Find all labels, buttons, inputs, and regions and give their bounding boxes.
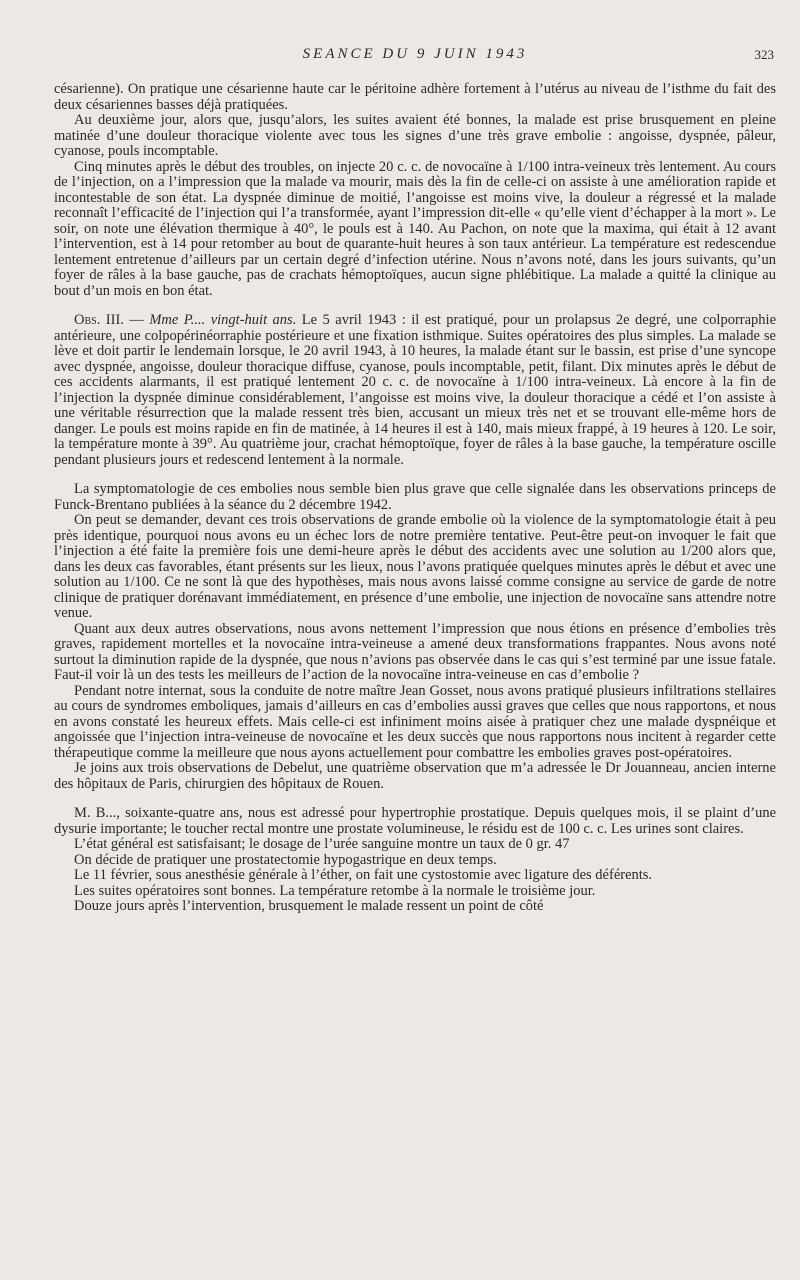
paragraph: L’état général est satisfaisant; le dosage de l’urée sanguine montre un taux de 0 gr. 47 — [74, 836, 570, 852]
paragraph: Quant aux deux autres observations, nous avons nettement l’impression que nous étions en présence d’embolies très graves, rapidement mortelles et la novocaïne intra-veineuse a amené deux transformations frappantes. Nous avons noté surtout la diminution rapide de la dyspnée, que nous n’avions pas observée dans le cas qui s’est terminé par une issue fatale. Faut-il voir là un des tests les meilleurs de l’action de la novocaïne intra-veineuse en cas d’embolie ? — [54, 620, 776, 683]
paragraph: Douze jours après l’intervention, brusquement le malade ressent un point de côté — [74, 898, 544, 914]
paragraph: Cinq minutes après le début des troubles, on injecte 20 c. c. de novocaïne à 1/100 intra-veineux très lentement. Au cours de l’injection, on a l’impression que la malade va mourir, mais dès la fin de celle-ci on assiste à une amélioration rapide et incontestable de son état. La dyspnée diminue de moitié, l’angoisse est moins vive, la douleur a régressé et la malade reconnaît l’efficacité de l’injection qui l’a transformée, ayant l’impression dit-elle « qu’elle vient d’échapper à la mort ». Le soir, on note une élévation thermique à 40°, le pouls est à 140. Au Pachon, on note que la maxima, qui était à 12 avant l’intervention, est à 14 pour retomber au bout de quarante-huit heures à son taux antérieur. La température est redescendue lentement entretenue d’ailleurs par un certain degré d’infection utérine. Nous n’avons noté, dans les jours suivants, qu’un foyer de râles à la base gauche, pas de crachats hémoptoïques, aucun signe phlébitique. La malade a quitté la clinique au bout d’un mois en bon état. — [54, 158, 776, 299]
paragraph: On peut se demander, devant ces trois observations de grande embolie où la violence de la symptomatologie était à peu près identique, pourquoi nous avons eu un échec lors de notre première tentative. Peut-être peut-on invoquer le fait que l’injection a été faite la première fois une demi-heure après le début des accidents avec une solution au 1/200 alors que, dans les deux cas favorables, étant présents sur les lieux, nous l’avons pratiquée quelques minutes après le début et avec une solution au 1/100. Ce ne sont là que des hypothèses, mais nous avons laissé comme consigne au service de garde de notre clinique de pratiquer dorénavant immédiatement, en présence d’une embolie, une injection de novocaïne sans attendre notre venue. — [54, 512, 776, 621]
paragraph: Le 11 février, sous anesthésie générale à l’éther, on fait une cystostomie avec ligature des déférents. — [74, 867, 653, 883]
running-title: SEANCE DU 9 JUIN 1943 — [302, 46, 528, 62]
patient-name: Mme P.... vingt-huit ans. — [149, 312, 297, 328]
page-number: 323 — [754, 47, 774, 62]
paragraph: La symptomatologie de ces embolies nous semble bien plus grave que celle signalée dans les observations princeps de Funck-Brentano publiées à la séance du 2 décembre 1942. — [54, 481, 776, 513]
paragraph: Pendant notre internat, sous la conduite de notre maître Jean Gosset, nous avons pratiqué plusieurs infiltrations stellaires au cours de syndromes emboliques, jamais d’ailleurs en cas d’embolies aussi graves que celles que nous rapportons, et nous en avons constaté les heureux effets. Mais celle-ci est infiniment moins aisée à pratiquer chez une malade dyspnéique et angoissée que l’injection intra-veineuse de novocaïne et les deux succès que nous rapportons nous incitent à regarder cette thérapeutique comme la meilleure que nous ayons actuellement pour combattre les embolies graves post-opératoires. — [54, 682, 776, 761]
section-observation-four — [54, 806, 776, 915]
observation-paragraph — [54, 313, 776, 468]
section-observation-three — [54, 313, 776, 468]
paragraph: M. B..., soixante-quatre ans, nous est adressé pour hypertrophie prostatique. Depuis quelques mois, il se plaint d’une dysurie importante; le toucher rectal montre une prostate volumineuse, le résidu est de 100 c. c. Les urines sont claires. — [54, 805, 776, 837]
paragraph: On décide de pratiquer une prostatectomie hypogastrique en deux temps. — [74, 851, 497, 868]
section-observation-two-end — [54, 82, 776, 299]
paragraph: Je joins aux trois observations de Debelut, une quatrième observation que m’a adressée le Dr Jouanneau, ancien interne des hôpitaux de Paris, chirurgien des hôpitaux de Rouen. — [54, 760, 776, 792]
observation-label: Obs. III. — — [74, 312, 144, 328]
running-header — [54, 46, 776, 68]
paragraph: césarienne). On pratique une césarienne haute car le péritoine adhère fortement à l’utérus au niveau de l’isthme du fait des deux césariennes basses déjà pratiquées. — [54, 81, 776, 113]
section-discussion — [54, 482, 776, 792]
observation-text: Le 5 avril 1943 : il est pratiqué, pour un prolapsus 2e degré, une colporraphie antérieure, une colpopérinéorraphie postérieure et une fixation isthmique. Suites opératoires des plus simples. La malade se lève et doit partir le lendemain lorsque, le 20 avril 1943, à 10 heures, la malade étant sur le bassin, est prise d’une syncope avec dyspnée, angoisse, douleur thoracique diffuse, cyanose, pouls incomptable, petit, filant. Dix minutes après le début de ces accidents alarmants, il est pratiqué lentement 20 c. c. de novocaïne à 1/100 intra-veineux. Là encore à la fin de l’injection la dyspnée diminue considérablement, l’angoisse est moins vive, la douleur thoracique a cédé et l’on assiste à une véritable résurrection que la malade ressent très bien, accusant un mieux très net et se trouvant elle-même hors de danger. Le pouls est moins rapide en fin de matinée, à 14 heures il est à 140, mais mieux frappé, à 19 heures à 120. Le soir, la température monte à 39°. Au quatrième jour, crachat hémoptoïque, foyer de râles à la base gauche, la température oscille pendant plusieurs jours et redescend lentement à la normale. — [54, 312, 777, 468]
paragraph: Au deuxième jour, alors que, jusqu’alors, les suites avaient été bonnes, la malade est prise brusquement en pleine matinée d’une douleur thoracique violente avec tous les signes d’une très grave embolie : angoisse, dyspnée, pâleur, cyanose, pouls incomptable. — [54, 112, 776, 159]
paragraph: Les suites opératoires sont bonnes. La température retombe à la normale le troisième jour. — [74, 882, 596, 899]
